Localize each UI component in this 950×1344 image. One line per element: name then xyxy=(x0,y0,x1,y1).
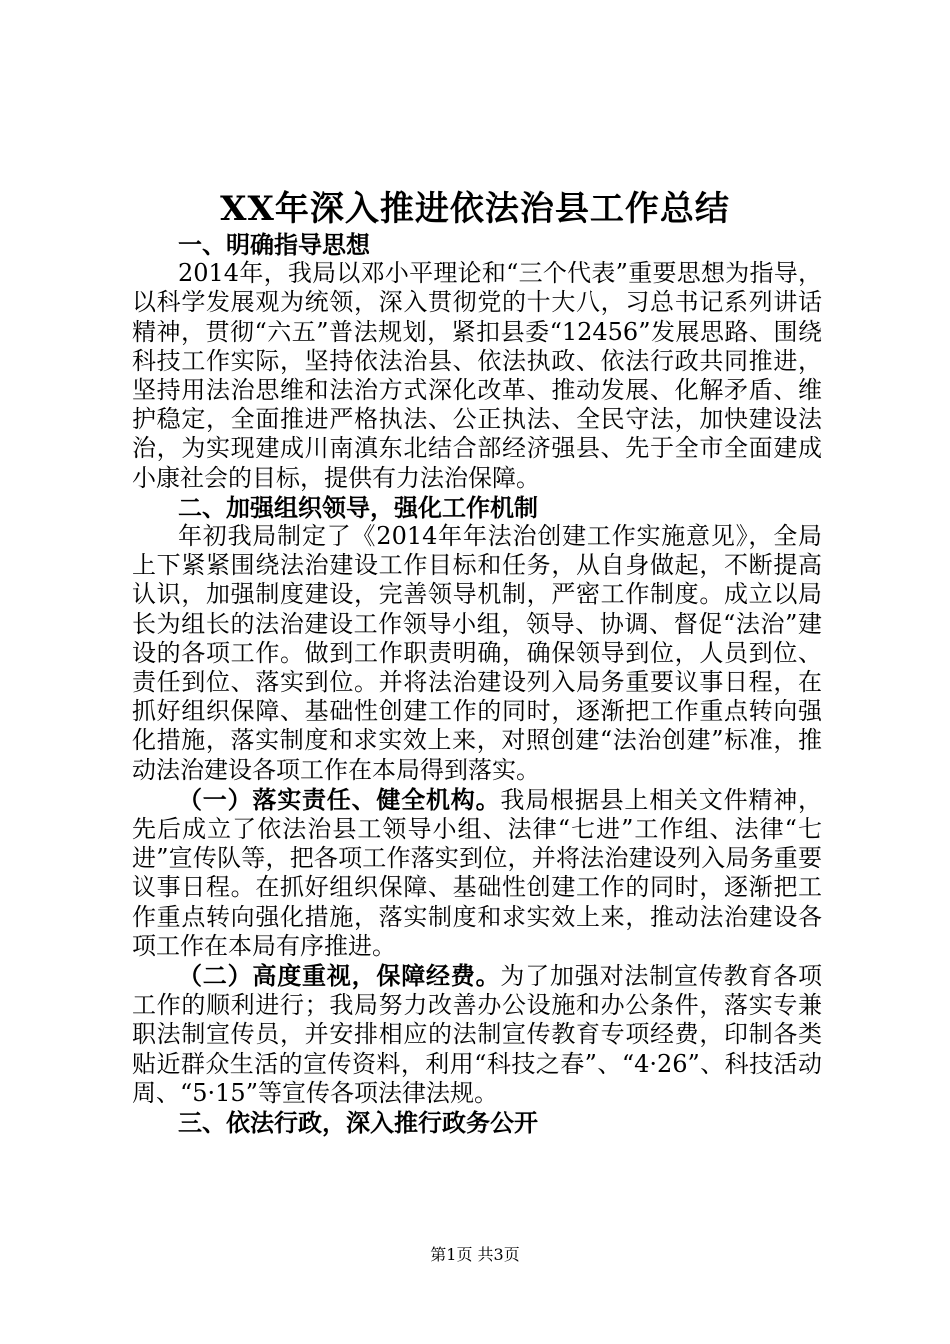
subsection-text-1: 我局根据县上相关文件精神，先后成立了依法治县工领导小组、法律“七进”工作组、法律“七进”宣传队等，把各项工作落实到位，并将法治建设列入局务重要议事日程。在抓好组织保障、基础性创建工作的同时，逐渐把工作重点转向强化措施，落实制度和求实效上来，推动法治建设各项工作在本局有序推进。 xyxy=(132,785,823,960)
paragraph-1: 2014年，我局以邓小平理论和“三个代表”重要思想为指导，以科学发展观为统领，深入贯彻党的十大八，习总书记系列讲话精神，贯彻“六五”普法规划，紧扣县委“12456”发展思路、围绕科技工作实际，坚持依法治县、依法执政、依法行政共同推进，坚持用法治思维和法治方式深化改革、推动发展、化解矛盾、维护稳定，全面推进严格执法、公正执法、全民守法，加快建设法治，为实现建成川南滇东北结合部经济强县、先于全市全面建成小康社会的目标，提供有力法治保障。 xyxy=(132,259,822,492)
paragraph-4 xyxy=(132,961,822,1108)
section-heading-1: 一、明确指导思想 xyxy=(178,230,370,259)
paragraph-3 xyxy=(132,785,822,961)
subsection-text-2: 为了加强对法制宣传教育各项工作的顺利进行；我局努力改善办公设施和办公条件，落实专兼职法制宣传员，并安排相应的法制宣传教育专项经费，印制各类贴近群众生活的宣传资料，利用“科技之春”、“4·26”、科技活动周、“5·15”等宣传各项法律法规。 xyxy=(132,962,823,1107)
subsection-lead-2: （二）高度重视，保障经费。 xyxy=(178,961,501,991)
document-body xyxy=(132,230,822,1137)
subsection-lead-1: （一）落实责任、健全机构。 xyxy=(178,784,501,814)
page-footer: 第1页 共3页 xyxy=(430,1245,520,1264)
section-heading-3: 三、依法行政，深入推行政务公开 xyxy=(178,1108,538,1138)
paragraph-2: 年初我局制定了《2014年年法治创建工作实施意见》，全局上下紧紧围绕法治建设工作目标和任务，从自身做起，不断提高认识，加强制度建设，完善领导机制，严密工作制度。成立以局长为组长的法治建设工作领导小组，领导、协调、督促“法治”建设的各项工作。做到工作职责明确，确保领导到位，人员到位、责任到位、落实到位。并将法治建设列入局务重要议事日程，在抓好组织保障、基础性创建工作的同时，逐渐把工作重点转向强化措施，落实制度和求实效上来，对照创建“法治创建”标准，推动法治建设各项工作在本局得到落实。 xyxy=(132,522,822,784)
section-heading-2: 二、加强组织领导，强化工作机制 xyxy=(178,492,538,522)
document-title: XX年深入推进依法治县工作总结 xyxy=(220,189,730,229)
